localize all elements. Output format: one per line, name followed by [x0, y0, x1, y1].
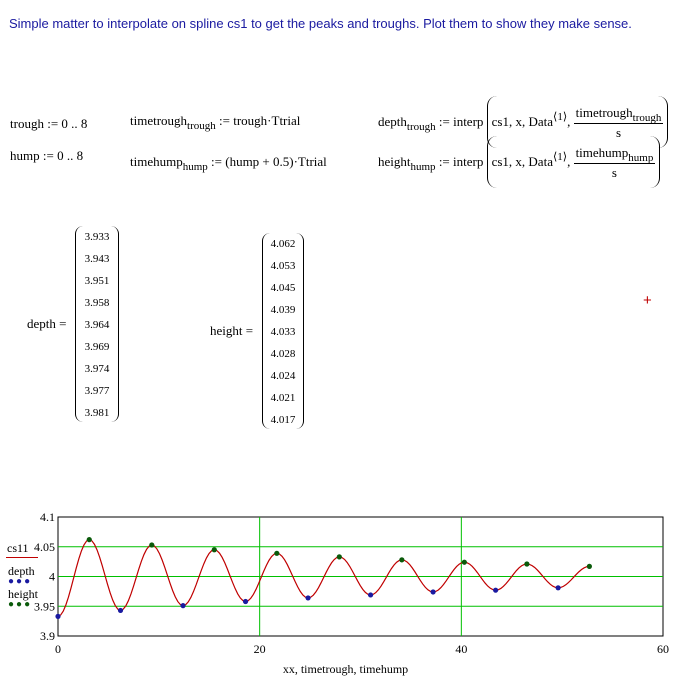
- depth-value: 3.974: [84, 363, 110, 375]
- assign-op: :=: [438, 154, 450, 169]
- trough-range-def[interactable]: [10, 116, 87, 132]
- height-point: [462, 560, 467, 565]
- height-def[interactable]: [378, 136, 660, 188]
- height-value: 4.033: [270, 326, 296, 338]
- depth-value: 3.933: [84, 231, 110, 243]
- depth-value: 3.977: [84, 385, 110, 397]
- insertion-cursor[interactable]: +: [643, 292, 652, 309]
- depth-value: 3.969: [84, 341, 110, 353]
- depth-point: [180, 603, 185, 608]
- x-axis-label: xx, timetrough, timehump: [282, 662, 409, 676]
- height-args-paren: cs1, x, Data$^{⟨1⟩}$, $\frac{timehump_{hump}}{s}$: [487, 136, 661, 188]
- y-tick-label: 3.9: [40, 629, 55, 643]
- depth-value: 3.943: [84, 253, 110, 265]
- height-args: cs1, x, Data: [491, 154, 553, 169]
- depth-value: 3.951: [84, 275, 110, 287]
- height-point: [337, 554, 342, 559]
- height-fraction: [574, 145, 656, 181]
- height-point: [587, 564, 592, 569]
- legend-marker-depth: ●●●: [8, 576, 33, 587]
- hump-range-expr: 0 .. 8: [57, 148, 84, 163]
- hump-range-def[interactable]: [10, 148, 83, 164]
- interp-func: interp: [453, 114, 484, 129]
- x-tick-label: 0: [55, 642, 61, 656]
- y-tick-label: 3.95: [34, 599, 55, 614]
- depth-value: 3.958: [84, 297, 110, 309]
- assign-op: :=: [211, 154, 222, 169]
- height-value: 4.028: [270, 348, 296, 360]
- depth-point: [431, 589, 436, 594]
- timehump-sub: hump: [182, 161, 208, 173]
- height-name: height: [378, 154, 411, 169]
- height-result-vector[interactable]: [262, 233, 304, 429]
- height-num-sub: hump: [628, 152, 654, 165]
- assign-op: :=: [42, 148, 54, 163]
- timehump-name: timehump: [130, 154, 183, 169]
- depth-point: [556, 585, 561, 590]
- depth-value: 3.964: [84, 319, 110, 331]
- height-column-sup: ⟨1⟩: [552, 151, 568, 163]
- depth-args-paren: cs1, x, Data$^{⟨1⟩}$, $\frac{timetrough_{trough}}{s}$: [487, 96, 669, 148]
- timehump-def[interactable]: [130, 154, 327, 173]
- height-value: 4.053: [270, 260, 296, 272]
- height-den: s: [611, 165, 617, 181]
- x-tick-label: 60: [657, 642, 669, 656]
- depth-result-label: depth =: [27, 316, 67, 331]
- trough-var: trough: [10, 116, 44, 131]
- legend-label-cs11: cs11: [7, 541, 29, 555]
- interp-func: interp: [453, 154, 484, 169]
- x-tick-label: 40: [455, 642, 468, 656]
- depth-point: [118, 608, 123, 613]
- depth-point: [305, 595, 310, 600]
- depth-name: depth: [378, 114, 407, 129]
- timetrough-def[interactable]: [130, 113, 301, 132]
- height-value: 4.021: [270, 392, 296, 404]
- trough-range-expr: 0 .. 8: [61, 116, 88, 131]
- depth-value: 3.981: [84, 407, 110, 419]
- timetrough-name: timetrough: [130, 113, 188, 128]
- height-value: 4.045: [270, 282, 296, 294]
- y-tick-label: 4.05: [34, 539, 55, 554]
- assign-op: :=: [438, 114, 450, 129]
- legend-marker-height: ●●●: [8, 599, 33, 610]
- assign-op: :=: [219, 113, 230, 128]
- depth-args: cs1, x, Data: [491, 114, 554, 129]
- height-point: [399, 557, 404, 562]
- depth-den: s: [615, 125, 622, 141]
- height-value: 4.024: [270, 370, 296, 382]
- height-sub: hump: [410, 161, 436, 173]
- depth-column-sup: ⟨1⟩: [553, 111, 568, 123]
- height-value: 4.017: [270, 414, 296, 426]
- height-point: [274, 551, 279, 556]
- assign-op: :=: [47, 116, 59, 131]
- depth-point: [368, 592, 373, 597]
- xy-plot[interactable]: [0, 505, 697, 682]
- depth-point: [493, 588, 498, 593]
- x-tick-label: 20: [253, 642, 266, 656]
- depth-point: [243, 599, 248, 604]
- height-point: [212, 547, 217, 552]
- note-text: Simple matter to interpolate on spline cs1 to get the peaks and troughs. Plot them to show they make sense.: [9, 16, 632, 31]
- height-result-label: height =: [210, 323, 254, 338]
- timetrough-expr: trough·Ttrial: [233, 113, 301, 128]
- height-point: [524, 561, 529, 566]
- height-num: timehump: [575, 145, 629, 161]
- height-point: [87, 537, 92, 542]
- timetrough-sub: trough: [187, 120, 216, 132]
- height-value: 4.062: [270, 238, 296, 250]
- depth-num-sub: trough: [632, 112, 662, 125]
- legend-label-height: height: [8, 587, 38, 601]
- height-value: 4.039: [270, 304, 296, 316]
- depth-num: timetrough: [575, 105, 633, 121]
- legend-label-depth: depth: [8, 564, 35, 578]
- y-tick-label: 4: [49, 569, 55, 584]
- height-point: [149, 542, 154, 547]
- depth-result-vector[interactable]: [75, 226, 119, 422]
- y-tick-label: 4.1: [40, 510, 55, 524]
- timehump-expr: (hump + 0.5)·Ttrial: [225, 154, 327, 169]
- hump-var: hump: [10, 148, 40, 163]
- depth-point: [55, 614, 60, 619]
- depth-sub: trough: [406, 121, 436, 133]
